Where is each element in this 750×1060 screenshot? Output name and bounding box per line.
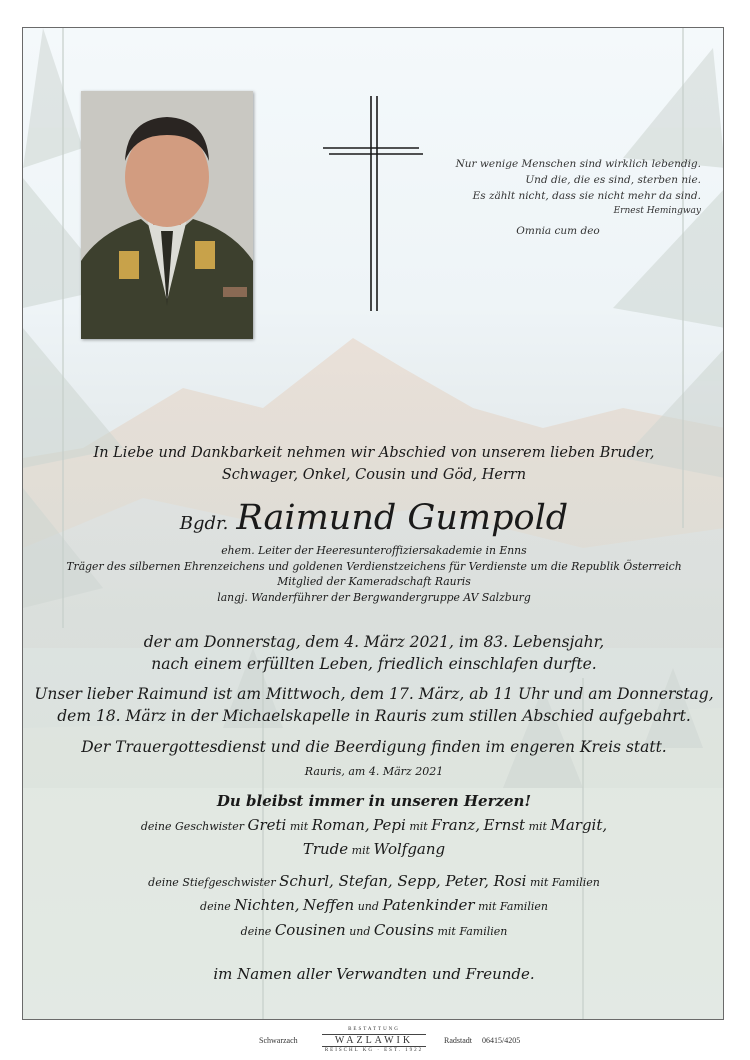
place-date: Rauris, am 4. März 2021 bbox=[304, 765, 444, 778]
logo-bottom: REISCHL KG · EST. 1922 bbox=[324, 1048, 424, 1053]
nieces-line bbox=[23, 894, 724, 918]
step-siblings-line bbox=[23, 870, 724, 894]
footer-phone: 06415/4205 bbox=[482, 1036, 521, 1045]
laying-out-notice bbox=[23, 683, 724, 727]
connector: mit bbox=[289, 820, 309, 833]
honor-line: langj. Wanderführer der Bergwandergruppe AV Salzburg bbox=[217, 590, 531, 604]
honors-list bbox=[23, 543, 724, 605]
footer bbox=[0, 1027, 750, 1057]
family-name: Roman, bbox=[311, 816, 370, 834]
footer-location-right: Radstadt bbox=[444, 1036, 472, 1045]
honor-line: ehem. Leiter der Heeresunteroffiziersakademie in Enns bbox=[221, 544, 527, 557]
intro-line: Schwager, Onkel, Cousin und Göd, Herrn bbox=[221, 467, 527, 483]
closing-line: im Namen aller Verwandten und Freunde. bbox=[213, 965, 535, 983]
cross-icon bbox=[323, 96, 423, 311]
death-line: der am Donnerstag, dem 4. März 2021, im 83. Lebensjahr, bbox=[143, 633, 605, 651]
rank: Bgdr. bbox=[179, 513, 229, 534]
motto: Omnia cum deo bbox=[516, 225, 600, 237]
family-name: Trude bbox=[302, 840, 349, 858]
connector: deine bbox=[200, 900, 231, 913]
honor-line: Träger des silbernen Ehrenzeichens und goldenen Verdienstzeichens für Verdienste um die Republik Österreich bbox=[66, 559, 682, 573]
connector: mit bbox=[409, 820, 428, 833]
death-notice bbox=[23, 631, 724, 675]
laying-line: dem 18. März in der Michaelskapelle in Rauris zum stillen Abschied aufgebahrt. bbox=[57, 707, 691, 725]
heart-line: Du bleibst immer in unseren Herzen! bbox=[216, 792, 532, 810]
siblings-line bbox=[23, 814, 724, 862]
logo-name: WAZLAWIK bbox=[322, 1034, 426, 1047]
quote-line: Es zählt nicht, dass sie nicht mehr da sind. bbox=[472, 190, 701, 202]
connector: und bbox=[349, 925, 371, 938]
death-line: nach einem erfüllten Leben, friedlich einschlafen durfte. bbox=[151, 655, 597, 673]
family-name: Wolfgang bbox=[373, 840, 446, 858]
connector: mit Familien bbox=[529, 876, 600, 889]
step-prefix: deine Stiefgeschwister bbox=[148, 876, 276, 889]
siblings-prefix: deine Geschwister bbox=[140, 820, 244, 833]
connector: deine bbox=[240, 925, 272, 938]
family-name: Greti bbox=[247, 816, 287, 834]
family-name: Patenkinder bbox=[382, 896, 475, 914]
honor-line: Mitglied der Kameradschaft Rauris bbox=[277, 575, 471, 588]
funeral-notice: Der Trauergottesdienst und die Beerdigung finden im engeren Kreis statt. bbox=[81, 738, 667, 756]
family-name: Neffen bbox=[303, 896, 355, 914]
obituary-card bbox=[22, 27, 724, 1020]
quote-author: Ernest Hemingway bbox=[613, 206, 701, 216]
family-name: Franz, bbox=[431, 816, 481, 834]
portrait-photo bbox=[81, 91, 253, 339]
full-name: Raimund Gumpold bbox=[236, 498, 569, 538]
connector: mit Familien bbox=[437, 925, 508, 938]
family-name: Pepi bbox=[373, 816, 406, 834]
connector: mit Familien bbox=[478, 900, 548, 913]
family-name: Cousinen bbox=[274, 921, 346, 939]
family-name: Schurl, Stefan, Sepp, Peter, Rosi bbox=[279, 872, 527, 890]
family-name: Margit, bbox=[550, 816, 608, 834]
quote-line: Nur wenige Menschen sind wirklich lebendig. bbox=[455, 158, 701, 170]
intro-text bbox=[23, 442, 724, 486]
quote-line: Und die, die es sind, sterben nie. bbox=[525, 174, 701, 186]
laying-line: Unser lieber Raimund ist am Mittwoch, dem 17. März, ab 11 Uhr und am Donnerstag, bbox=[34, 685, 714, 703]
footer-location-left: Schwarzach bbox=[259, 1036, 298, 1045]
funeral-home-logo bbox=[314, 1027, 434, 1054]
connector: mit bbox=[528, 820, 547, 833]
deceased-name bbox=[23, 496, 724, 546]
hemingway-quote bbox=[419, 156, 701, 218]
cousins-line bbox=[23, 919, 724, 943]
family-name: Ernst bbox=[483, 816, 526, 834]
family-name: Nichten, bbox=[234, 896, 300, 914]
connector: und bbox=[357, 900, 379, 913]
intro-line: In Liebe und Dankbarkeit nehmen wir Abschied von unserem lieben Bruder, bbox=[93, 445, 655, 461]
family-name: Cousins bbox=[373, 921, 434, 939]
logo-top: BESTATTUNG bbox=[348, 1027, 400, 1032]
connector: mit bbox=[351, 844, 371, 857]
